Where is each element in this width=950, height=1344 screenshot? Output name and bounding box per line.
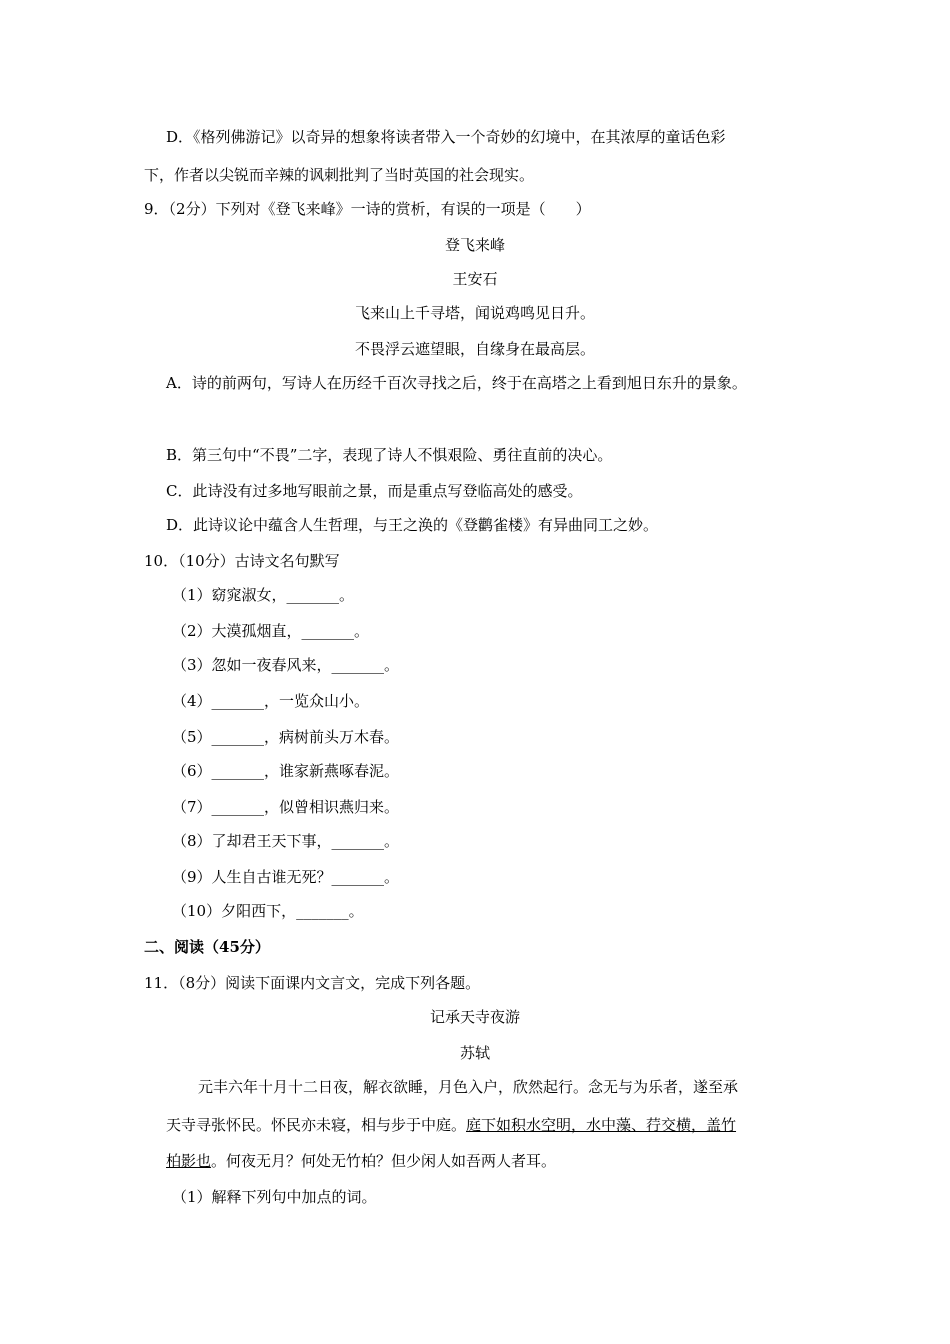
q10-item: （7）_______，似曾相识燕归来。 <box>172 798 400 816</box>
q11-text-author: 苏轼 <box>459 1044 490 1062</box>
underlined-sentence: 柏影也 <box>166 1152 212 1170</box>
q10-item: （9）人生自古谁无死？_______。 <box>172 868 400 886</box>
paragraph-text: 。何夜无月？何处无竹柏？但少闲人如吾两人者耳。 <box>211 1152 557 1170</box>
q9-option-c: C．此诗没有过多地写眼前之景，而是重点写登临高处的感受。 <box>166 482 583 500</box>
q10-item: （2）大漠孤烟直，_______。 <box>172 622 370 640</box>
q9-option-b: B．第三句中“不畏”二字，表现了诗人不惧艰险、勇往直前的决心。 <box>166 446 613 464</box>
underlined-sentence: 庭下如积水空明，水中藻、荇交横，盖竹 <box>466 1116 737 1134</box>
q11-text-title: 记承天寺夜游 <box>429 1008 520 1026</box>
q10-stem: 10．（10分）古诗文名句默写 <box>144 552 340 570</box>
q10-item: （1）窈窕淑女，_______。 <box>172 586 355 604</box>
q9-poem-line1: 飞来山上千寻塔，闻说鸡鸣见日升。 <box>354 304 595 322</box>
q11-paragraph-line2 <box>166 1114 736 1136</box>
q9-poem-author: 王安石 <box>452 270 498 288</box>
q9-option-d: D．此诗议论中蕴含人生哲理，与王之涣的《登鹳雀楼》有异曲同工之妙。 <box>166 516 659 534</box>
q9-poem-title: 登飞来峰 <box>444 236 505 254</box>
q10-item: （10）夕阳西下，_______。 <box>172 902 364 920</box>
q8-option-d-line2: 下，作者以尖锐而辛辣的讽刺批判了当时英国的社会现实。 <box>144 166 535 184</box>
q10-item: （5）_______，病树前头万木春。 <box>172 728 400 746</box>
q11-paragraph-line3 <box>166 1150 556 1172</box>
q10-item: （3）忽如一夜春风来，_______。 <box>172 656 400 674</box>
paragraph-text: 天寺寻张怀民。怀民亦未寝，相与步于中庭。 <box>166 1116 467 1134</box>
q9-option-a: A．诗的前两句，写诗人在历经千百次寻找之后，终于在高塔之上看到旭日东升的景象。 <box>166 374 747 392</box>
q11-sub-question-1: （1）解释下列句中加点的词。 <box>172 1188 377 1206</box>
q9-stem: 9．（2分）下列对《登飞来峰》一诗的赏析，有误的一项是（ ） <box>144 200 591 218</box>
q8-option-d-line1: D．《格列佛游记》以奇异的想象将读者带入一个奇妙的幻境中，在其浓厚的童话色彩 <box>166 128 726 146</box>
q10-item: （4）_______，一览众山小。 <box>172 692 370 710</box>
q9-poem-line2: 不畏浮云遮望眼，自缘身在最高层。 <box>354 340 595 358</box>
section-heading: 二、阅读（45分） <box>144 938 270 956</box>
q10-item: （6）_______，谁家新燕啄春泥。 <box>172 762 400 780</box>
q11-paragraph-line1: 元丰六年十月十二日夜，解衣欲睡，月色入户，欣然起行。念无与为乐者，遂至承 <box>198 1078 739 1096</box>
q11-stem: 11．（8分）阅读下面课内文言文，完成下列各题。 <box>144 974 481 992</box>
q10-item: （8）了却君王天下事，_______。 <box>172 832 400 850</box>
